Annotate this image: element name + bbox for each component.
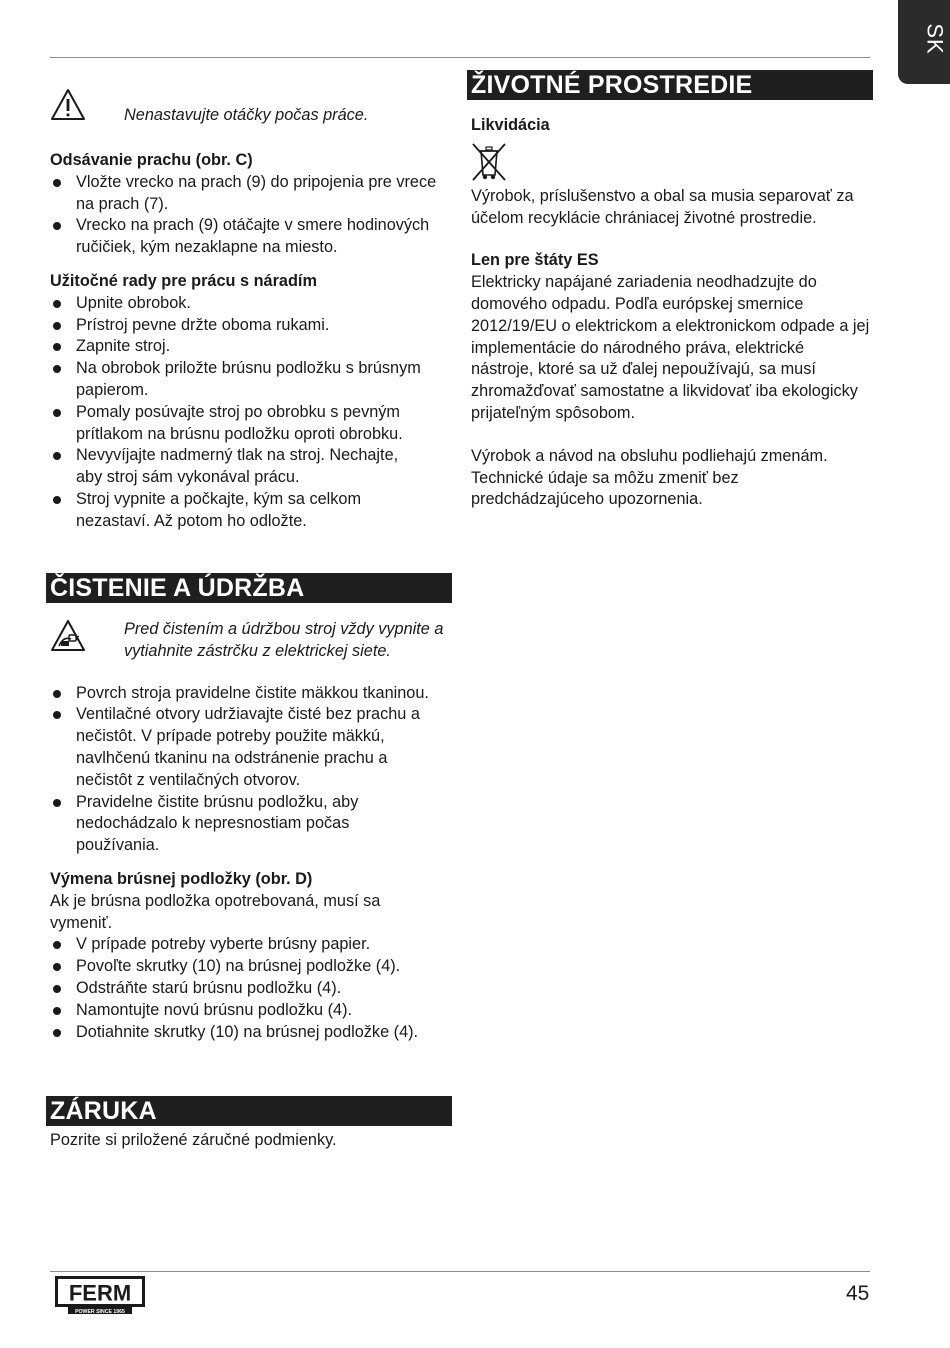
list-item: Ventilačné otvory udržiavajte čisté bez prachu a nečistôt. V prípade potreby použite mäkkú, navlhčenú tkaninu na odstránenie prachu a nečistôt z ventilačných otvorov. [50,704,452,791]
cleaning-warning [50,619,452,663]
list-item: Na obrobok priložte brúsnu podložku s brúsnym papierom. [50,358,454,402]
list-item: V prípade potreby vyberte brúsny papier. [50,934,452,956]
tips-heading: Užitočné rady pre prácu s náradím [50,271,317,290]
changes-text: Výrobok a návod na obsluhu podliehajú zmenám. Technické údaje sa môžu zmeniť bez predchádzajúceho upozornenia. [471,446,828,509]
warranty-section [46,1096,452,1152]
dust-section [50,150,454,259]
speed-warning [50,88,454,130]
cleaning-warning-text: Pred čistením a údržbou stroj vždy vypnite a vytiahnite zástrčku z elektrickej siete. [124,620,444,660]
page-number: 45 [846,1282,870,1305]
list-item: Prístroj pevne držte oboma rukami. [50,315,454,337]
disposal-heading: Likvidácia [471,116,550,134]
cleaning-list [50,683,452,857]
tips-list [50,293,454,533]
list-item: Vrecko na prach (9) otáčajte v smere hodinových ručičiek, kým nezaklapne na miesto. [50,215,454,259]
list-item: Vložte vrecko na prach (9) do pripojenia pre vrece na prach (7). [50,172,454,216]
tips-section [50,271,454,533]
eu-text: Elektricky napájané zariadenia neodhadzujte do domového odpadu. Podľa európskej smernice 2012/19/EU o elektrickom a elektronickom odpade a jej implementácie do národného práva, elektrické nástroje, ktoré sa už ďalej nepoužívajú, sa musí zhromažďovať samostatne a likvidovať iba ekologicky prijateľným spôsobom. [471,273,870,422]
list-item: Upnite obrobok. [50,293,454,315]
language-code: SK [922,23,948,55]
list-item: Pomaly posúvajte stroj po obrobku s pevným prítlakom na brúsnu podložku oproti obrobku. [50,402,454,446]
environment-banner: ŽIVOTNÉ PROSTREDIE [467,70,873,100]
pad-section [50,869,452,1043]
cleaning-banner: ČISTENIE A ÚDRŽBA [46,573,452,603]
unplug-warning-icon [50,619,86,653]
disposal-text: Výrobok, príslušenstvo a obal sa musia separovať za účelom recyklácie chrániacej životné prostredie. [471,186,854,227]
ferm-logo [52,1274,148,1316]
left-column [50,88,454,533]
speed-warning-text: Nenastavujte otáčky počas práce. [124,106,369,124]
dust-list [50,172,454,259]
list-item: Povoľte skrutky (10) na brúsnej podložke (4). [50,956,452,978]
list-item: Dotiahnite skrutky (10) na brúsnej podložke (4). [50,1022,452,1044]
list-item: Povrch stroja pravidelne čistite mäkkou tkaninou. [50,683,452,705]
logo-tagline: POWER SINCE 1965 [75,1308,125,1315]
warranty-banner: ZÁRUKA [46,1096,452,1126]
logo-text: FERM [68,1280,132,1306]
list-item: Nevyvíjajte nadmerný tlak na stroj. Nechajte, aby stroj sám vykonával prácu. [50,445,454,489]
pad-list [50,934,452,1043]
list-item: Odstráňte starú brúsnu podložku (4). [50,978,452,1000]
eu-heading: Len pre štáty ES [471,251,599,270]
bottom-rule [50,1271,870,1272]
warning-triangle-icon [50,88,86,122]
list-item: Zapnite stroj. [50,336,454,358]
list-item: Pravidelne čistite brúsnu podložku, aby nedochádzalo k nepresnostiam počas používania. [50,792,452,857]
list-item: Namontujte novú brúsnu podložku (4). [50,1000,452,1022]
top-rule [50,57,870,58]
dust-heading: Odsávanie prachu (obr. C) [50,151,253,169]
pad-heading: Výmena brúsnej podložky (obr. D) [50,869,313,888]
language-tab [898,0,950,84]
warranty-text: Pozrite si priložené záručné podmienky. [50,1131,337,1149]
cleaning-section [46,573,452,1043]
crossed-bin-icon [471,142,507,182]
list-item: Stroj vypnite a počkajte, kým sa celkom nezastaví. Až potom ho odložte. [50,489,454,533]
pad-intro: Ak je brúsna podložka opotrebovaná, musí sa vymeniť. [50,891,381,932]
right-column [467,70,873,511]
